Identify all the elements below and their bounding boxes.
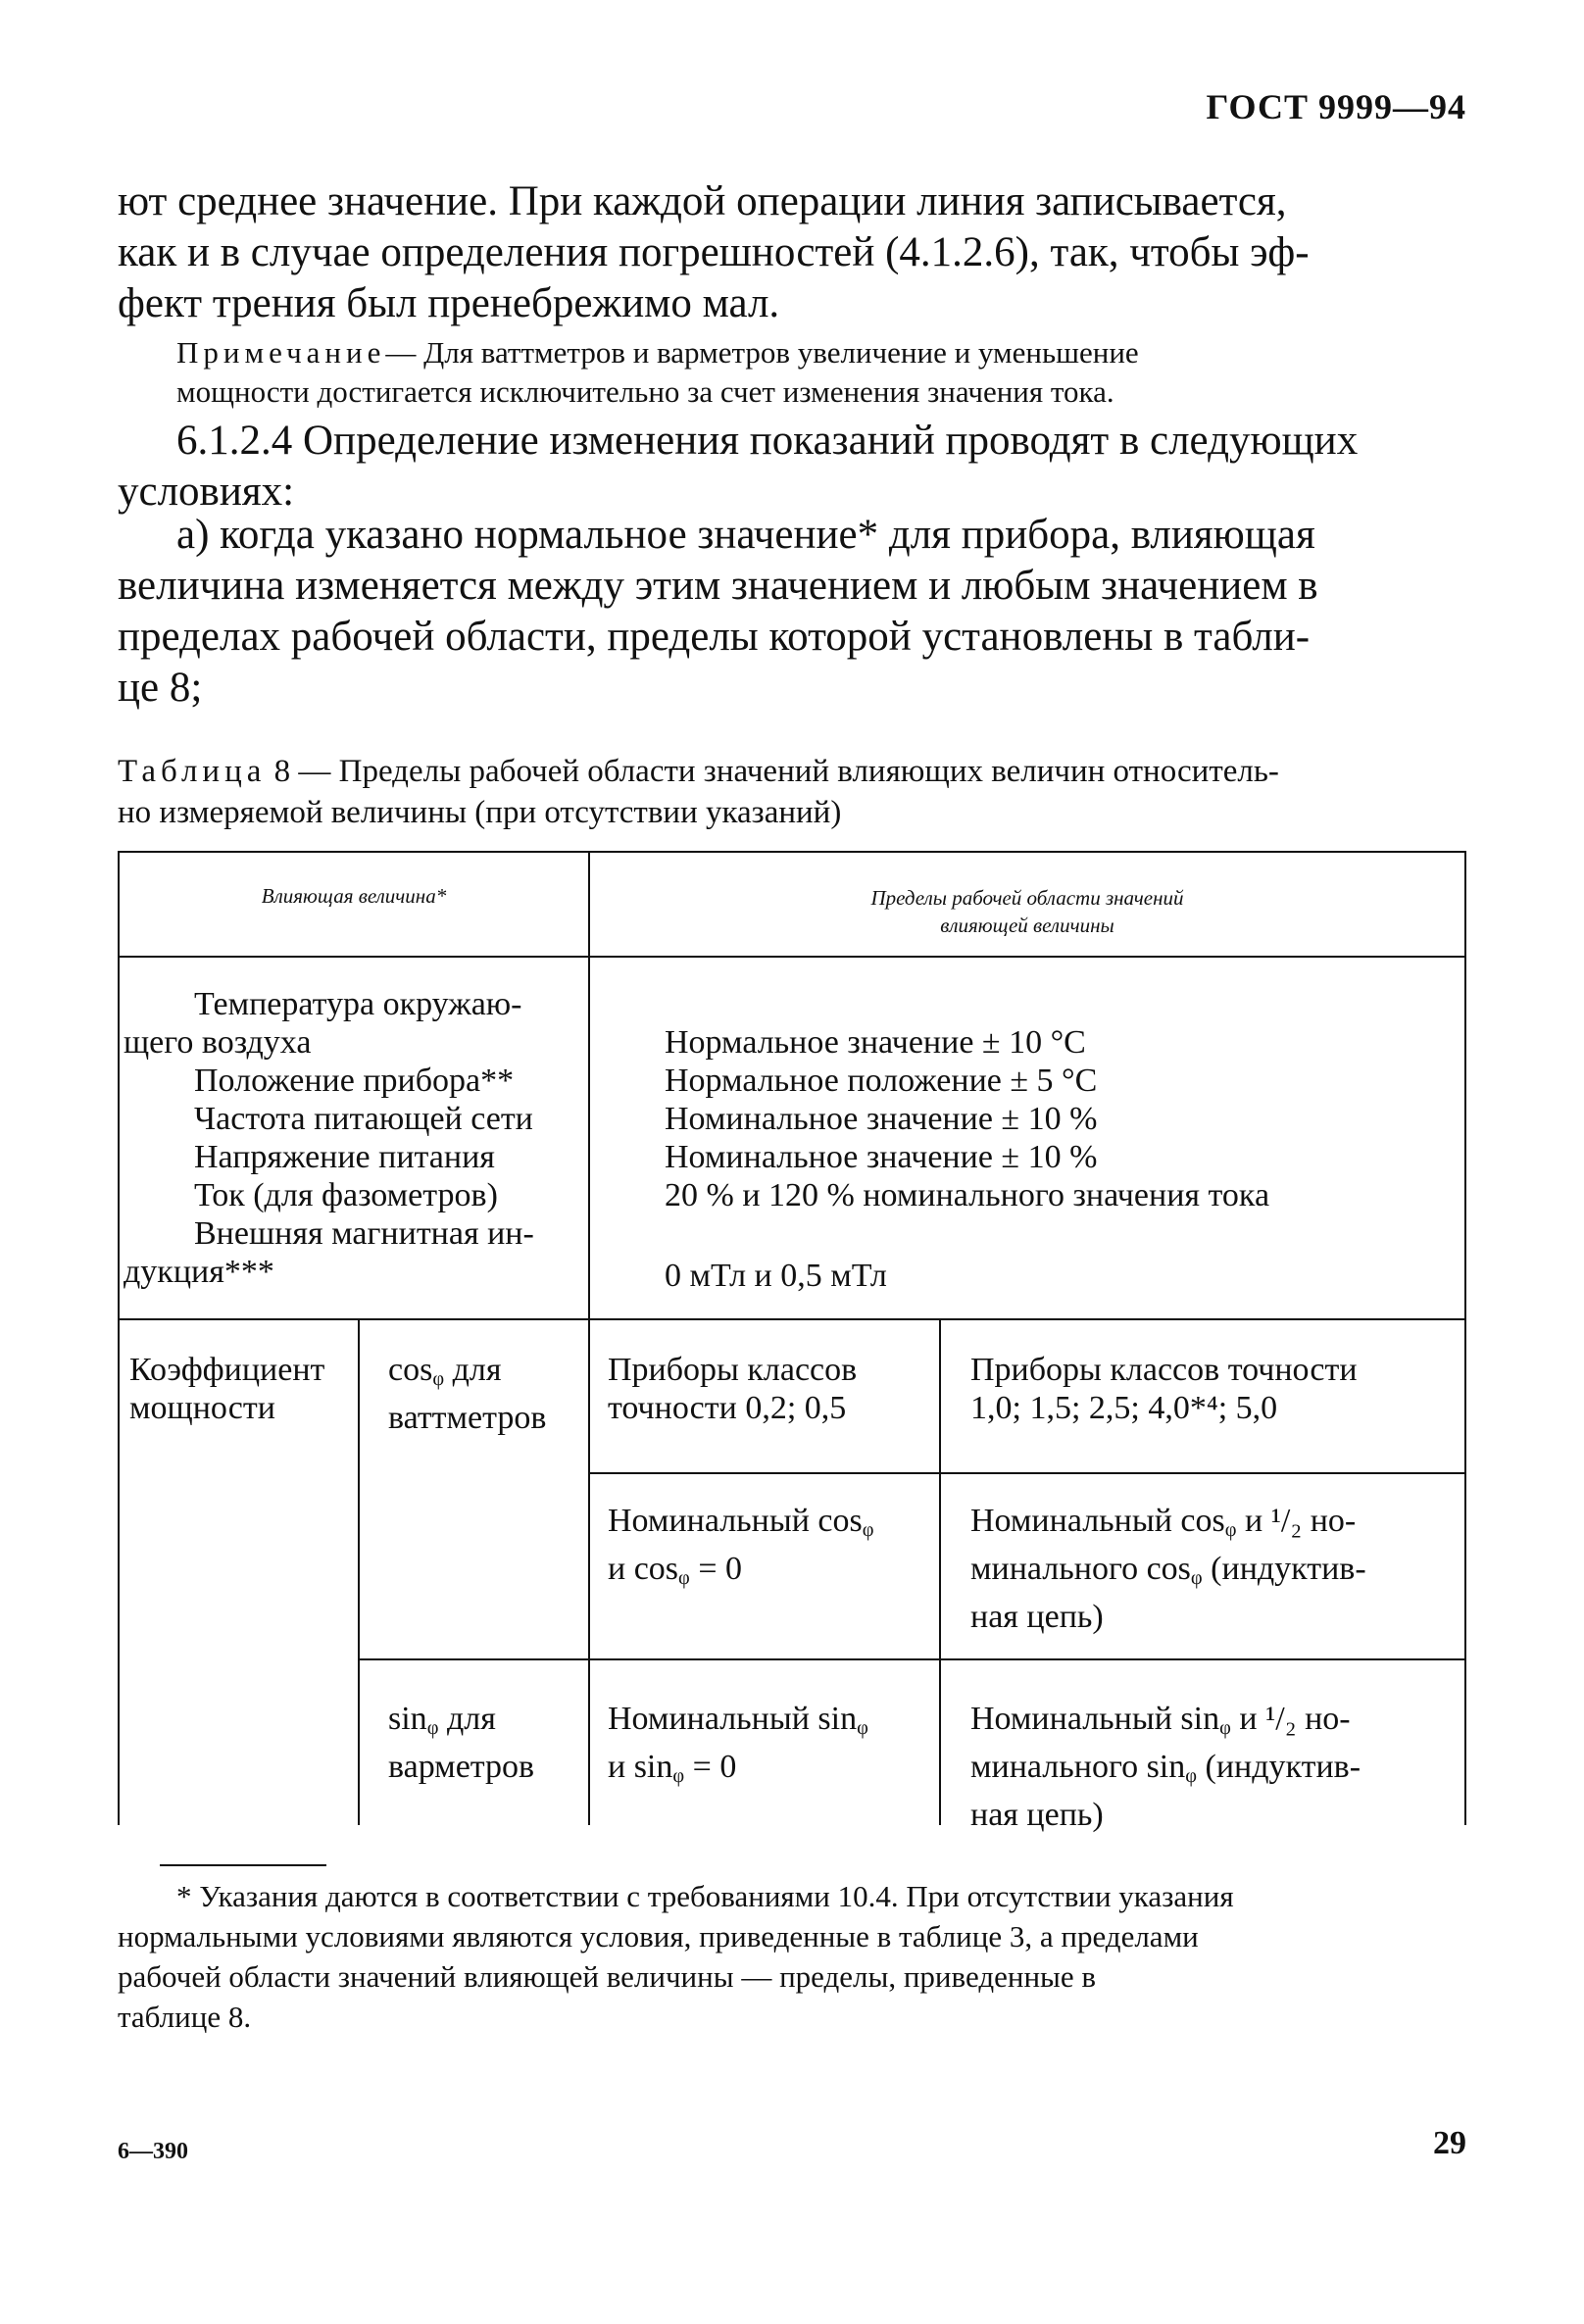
- text-line: величина изменяется между этим значением и любым значением в: [118, 563, 1318, 609]
- cell-part: = 0: [684, 1749, 737, 1786]
- clause-6-1-2-4-cont: условиях:: [118, 469, 295, 515]
- list-item: Номинальное значение ± 10 %: [665, 1101, 1098, 1137]
- text-line: таблице 8.: [118, 2000, 252, 2034]
- cell-part: Номинальный cos: [970, 1503, 1225, 1539]
- class-a-header: [608, 1351, 931, 1427]
- phi-subscript: φ: [432, 1368, 445, 1391]
- cell-line: ная цепь): [970, 1797, 1104, 1834]
- col-header-influence: Влияющая величина*: [261, 884, 447, 908]
- cell-part: = 0: [689, 1551, 742, 1588]
- note-text: — Для ваттметров и варметров увеличение и уменьшение: [385, 335, 1139, 370]
- list-item: Нормальное положение ± 5 °С: [665, 1063, 1098, 1099]
- sin-phi-varmeters: [388, 1700, 584, 1786]
- label-line: ваттметров: [388, 1400, 547, 1437]
- text-line: пределах рабочей области, пределы которой установлены в табли-: [118, 614, 1311, 660]
- caption-text: 8 — Пределы рабочей области значений влияющих величин относитель-: [273, 754, 1279, 789]
- table-col-divider: [588, 851, 590, 1825]
- list-item: щего воздуха: [124, 1024, 312, 1061]
- cell-part: Номинальный sin: [608, 1701, 858, 1737]
- phi-subscript: φ: [1219, 1717, 1231, 1740]
- text-line: фект трения был пренебрежимо мал.: [118, 280, 780, 326]
- list-item: Частота питающей сети: [194, 1101, 533, 1137]
- cell-part: и cos: [608, 1551, 679, 1588]
- table-header-border: [118, 956, 1466, 958]
- phi-subscript: φ: [857, 1717, 868, 1740]
- text-line: це 8;: [118, 665, 203, 711]
- cos-class-b-cell: [970, 1502, 1460, 1636]
- cell-part: и sin: [608, 1749, 673, 1786]
- cell-part: минального cos: [970, 1551, 1191, 1588]
- label-part: для: [444, 1352, 502, 1388]
- list-item: Положение прибора**: [194, 1063, 515, 1099]
- label-part: для: [438, 1701, 496, 1737]
- cell-part: Номинальный sin: [970, 1701, 1220, 1737]
- class-b-header: [970, 1351, 1460, 1427]
- list-item: 0 мТл и 0,5 мТл: [665, 1258, 887, 1294]
- cell-part: минального sin: [970, 1749, 1186, 1786]
- table-right-border: [1464, 851, 1466, 1825]
- phi-subscript: φ: [862, 1519, 874, 1542]
- sin-class-a-cell: [608, 1700, 931, 1796]
- note: [176, 333, 1466, 372]
- list-item: Напряжение питания: [194, 1139, 495, 1175]
- table-left-border: [118, 851, 120, 1825]
- cell-line: 1,0; 1,5; 2,5; 4,0*⁴; 5,0: [970, 1390, 1278, 1426]
- item-a: [118, 561, 1466, 714]
- paragraph-continuation: [118, 176, 1466, 329]
- text-line: рабочей области значений влияющей величины — пределы, приведенные в: [118, 1959, 1097, 1994]
- label-line: варметров: [388, 1749, 535, 1786]
- table-row-divider: [588, 1472, 1466, 1474]
- cell-part: (индуктив-: [1197, 1749, 1361, 1786]
- header-line: влияющей величины: [940, 914, 1114, 937]
- phi-subscript: φ: [426, 1717, 439, 1740]
- list-item: Нормальное значение ± 10 °С: [665, 1024, 1086, 1061]
- clause-6-1-2-4: 6.1.2.4 Определение изменения показаний проводят в следующих: [176, 418, 1359, 464]
- list-item: 20 % и 120 % номинального значения тока: [665, 1177, 1270, 1213]
- text-line: нормальными условиями являются условия, приведенные в таблице 3, а пределами: [118, 1919, 1199, 1953]
- footnote-separator: [160, 1864, 326, 1866]
- sin-class-b-cell: [970, 1700, 1460, 1834]
- phi-subscript: φ: [1190, 1567, 1203, 1590]
- text-line: * Указания даются в соответствии с требованиями 10.4. При отсутствии указания: [176, 1879, 1234, 1913]
- label-part: sin: [388, 1701, 427, 1737]
- label-line: Коэффициент: [129, 1352, 325, 1388]
- text-line: ют среднее значение. При каждой операции линия записывается,: [118, 178, 1287, 224]
- list-item: Внешняя магнитная ин-: [194, 1215, 534, 1252]
- caption-text-2: но измеряемой величины (при отсутствии указаний): [118, 795, 842, 830]
- header-line: Пределы рабочей области значений: [870, 886, 1184, 910]
- item-a-line-1: а) когда указано нормальное значение* для прибора, влияющая: [176, 512, 1315, 558]
- table-caption: [118, 751, 1466, 833]
- phi-subscript: φ: [678, 1567, 690, 1590]
- list-item: Номинальное значение ± 10 %: [665, 1139, 1098, 1175]
- table-top-border: [118, 851, 1466, 853]
- cell-line: точности 0,2; 0,5: [608, 1390, 847, 1426]
- cell-line: ная цепь): [970, 1599, 1104, 1636]
- cell-line: Приборы классов точности: [970, 1352, 1358, 1388]
- influence-list: [124, 985, 584, 1291]
- power-factor-label: [129, 1351, 355, 1427]
- note-label: Примечание: [176, 335, 386, 370]
- table-col-divider: [939, 1318, 941, 1825]
- note-line-2: мощности достигается исключительно за счет изменения значения тока.: [176, 374, 1114, 409]
- text-line: как и в случае определения погрешностей (4.1.2.6), так, чтобы эф-: [118, 229, 1310, 275]
- cell-part: (индуктив-: [1202, 1551, 1366, 1588]
- limits-list: [665, 1023, 1459, 1214]
- list-item: Ток (для фазометров): [194, 1177, 498, 1213]
- cell-part: и ¹/₂ но-: [1230, 1701, 1351, 1737]
- cell-part: Номинальный cos: [608, 1503, 863, 1539]
- cos-phi-wattmeters: [388, 1351, 584, 1437]
- caption-label: Таблица: [118, 754, 267, 789]
- label-line: мощности: [129, 1390, 275, 1426]
- table-col-divider: [358, 1318, 360, 1825]
- document-header: ГОСТ 9999—94: [1206, 87, 1466, 126]
- col-header-limits: [590, 884, 1464, 939]
- cell-part: и ¹/₂ но-: [1236, 1503, 1357, 1539]
- list-item: дукция***: [124, 1254, 274, 1290]
- phi-subscript: φ: [1224, 1519, 1237, 1542]
- table-row-divider: [118, 1318, 1466, 1320]
- list-item: Температура окружаю-: [194, 986, 522, 1022]
- footnote: [118, 1876, 1466, 2037]
- table-row-divider: [358, 1658, 1466, 1660]
- cell-line: Приборы классов: [608, 1352, 858, 1388]
- phi-subscript: φ: [672, 1765, 685, 1788]
- page-number: 29: [1433, 2125, 1466, 2161]
- phi-subscript: φ: [1185, 1765, 1198, 1788]
- footer-code: 6—390: [118, 2139, 188, 2164]
- cos-class-a-cell: [608, 1502, 931, 1598]
- label-part: cos: [388, 1352, 433, 1388]
